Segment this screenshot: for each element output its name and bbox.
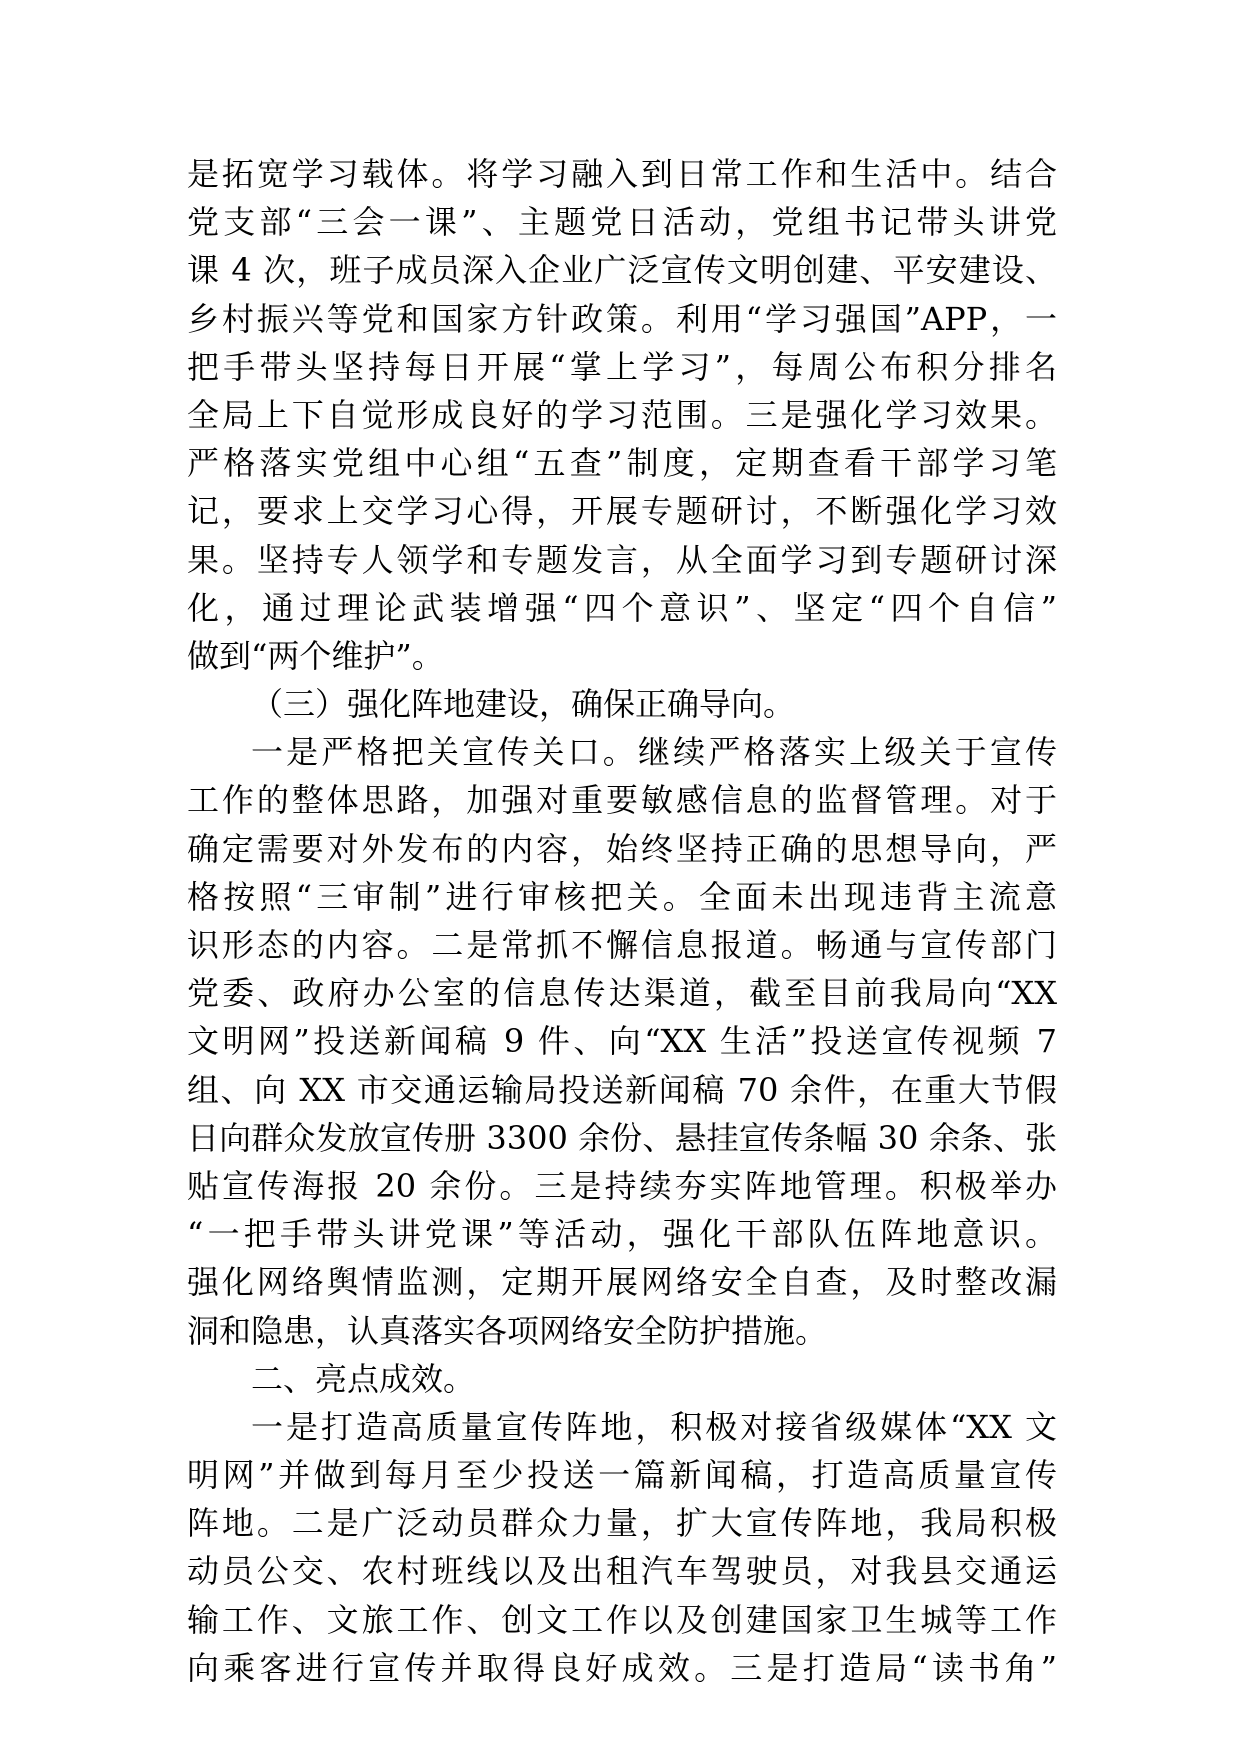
text-line: 化，通过理论武装增强“四个意识”、坚定“四个自信” — [187, 588, 1057, 627]
text-line: 是拓宽学习载体。将学习融入到日常工作和生活中。结合 — [187, 155, 1057, 193]
text-line: 洞和隐患，认真落实各项网络安全防护措施。 — [187, 1311, 828, 1350]
text-line: 果。坚持专人领学和专题发言，从全面学习到专题研讨深 — [187, 540, 1057, 579]
text-line: 阵地。二是广泛动员群众力量，扩大宣传阵地，我局积极 — [187, 1504, 1057, 1543]
text-line: 向乘客进行宣传并取得良好成效。三是打造局“读书角” — [187, 1648, 1057, 1687]
text-line: 课 4 次，班子成员深入企业广泛宣传文明创建、平安建设、 — [187, 251, 1057, 290]
text-line: （三）强化阵地建设，确保正确导向。 — [251, 685, 796, 724]
text-line: 动员公交、农村班线以及出租汽车驾驶员，对我县交通运 — [187, 1552, 1057, 1591]
text-line: 识形态的内容。二是常抓不懈信息报道。畅通与宣传部门 — [187, 926, 1057, 964]
text-line: 一是严格把关宣传关口。继续严格落实上级关于宣传 — [251, 733, 1057, 772]
text-line: 强化网络舆情监测，定期开展网络安全自查，及时整改漏 — [187, 1263, 1057, 1302]
text-line: 工作的整体思路，加强对重要敏感信息的监督管理。对于 — [187, 781, 1057, 820]
text-line: 一是打造高质量宣传阵地，积极对接省级媒体“XX 文 — [251, 1407, 1057, 1446]
text-line: 组、向 XX 市交通运输局投送新闻稿 70 余件，在重大节假 — [187, 1070, 1057, 1109]
text-line: 党委、政府办公室的信息传达渠道，截至目前我局向“XX — [187, 974, 1057, 1013]
text-line: 全局上下自觉形成良好的学习范围。三是强化学习效果。 — [187, 395, 1057, 434]
text-line: 确定需要对外发布的内容，始终坚持正确的思想导向，严 — [187, 829, 1057, 868]
text-line: “一把手带头讲党课”等活动，强化干部队伍阵地意识。 — [187, 1215, 1057, 1254]
text-line: 输工作、文旅工作、创文工作以及创建国家卫生城等工作 — [187, 1600, 1057, 1639]
text-line: 党支部“三会一课”、主题党日活动，党组书记带头讲党 — [187, 203, 1057, 242]
text-line: 明网”并做到每月至少投送一篇新闻稿，打造高质量宣传 — [187, 1456, 1057, 1495]
text-line: 记，要求上交学习心得，开展专题研讨，不断强化学习效 — [187, 492, 1057, 531]
text-line: 日向群众发放宣传册 3300 余份、悬挂宣传条幅 30 余条、张 — [187, 1118, 1057, 1157]
text-line: 贴宣传海报 20 余份。三是持续夯实阵地管理。积极举办 — [187, 1166, 1057, 1205]
text-line: 格按照“三审制”进行审核把关。全面未出现违背主流意 — [187, 877, 1057, 916]
text-line: 乡村振兴等党和国家方针政策。利用“学习强国”APP，一 — [187, 299, 1057, 338]
text-line: 文明网”投送新闻稿 9 件、向“XX 生活”投送宣传视频 7 — [187, 1022, 1057, 1061]
text-line: 做到“两个维护”。 — [187, 636, 444, 675]
text-line: 二、亮点成效。 — [251, 1359, 476, 1398]
text-line: 严格落实党组中心组“五查”制度，定期查看干部学习笔 — [187, 444, 1057, 483]
document-body — [187, 150, 1057, 1692]
text-line: 把手带头坚持每日开展“掌上学习”，每周公布积分排名 — [187, 347, 1057, 386]
